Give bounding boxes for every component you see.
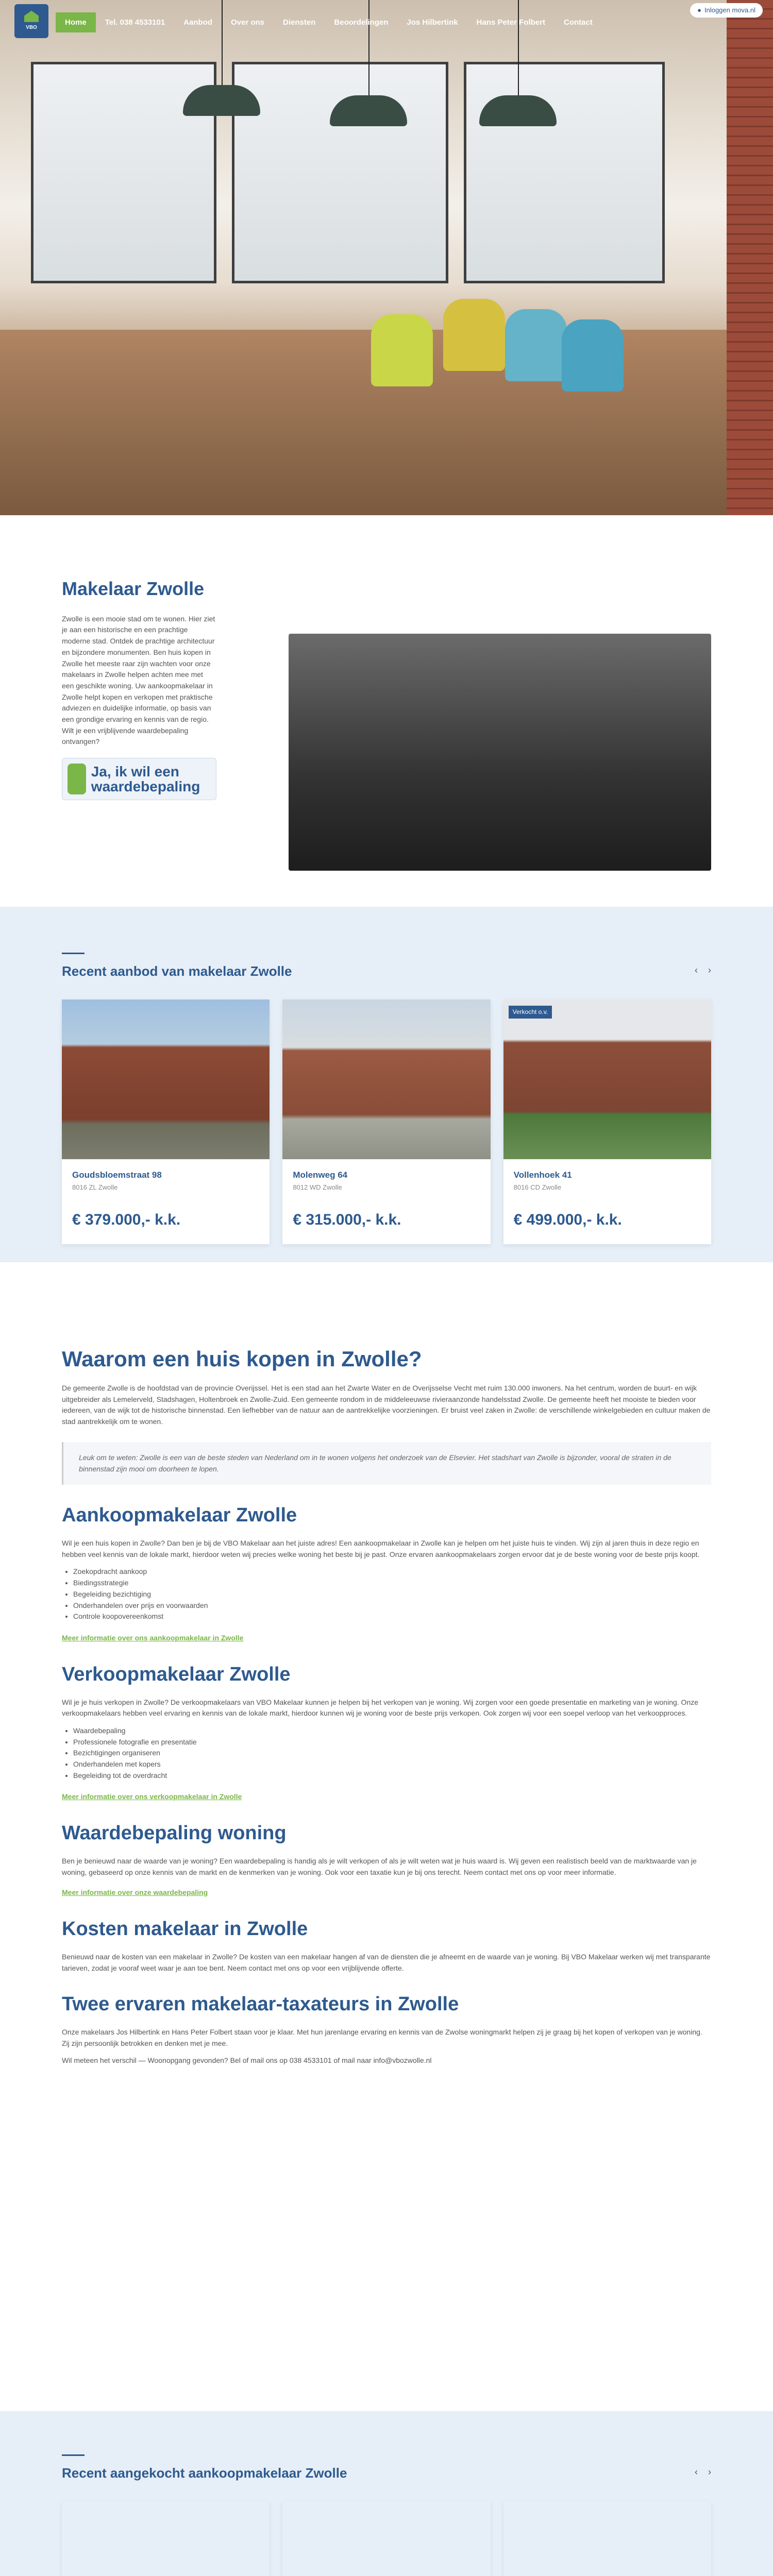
hero-window (232, 62, 448, 283)
team-photo (289, 634, 711, 871)
listing-card[interactable]: Verkocht o.v. Vollenhoek 41 8016 CD Zwolle € 499.000,- k.k. (503, 999, 711, 1244)
lamp-icon (330, 95, 407, 126)
lamp-icon (479, 95, 557, 126)
more-verkoop-link[interactable]: Meer informatie over ons verkoopmakelaar in Zwolle (62, 1792, 242, 1801)
listing-photo (62, 2501, 270, 2576)
sold-listings-title: Recent aangekocht aankoopmakelaar Zwolle (62, 2463, 711, 2483)
nav-jos-hilbertink[interactable]: Jos Hilbertink (407, 18, 458, 27)
more-aankoop-link[interactable]: Meer informatie over ons aankoopmakelaar in Zwolle (62, 1633, 244, 1642)
heading-waardebepaling: Waardebepaling woning (62, 1822, 287, 1844)
nav-contact[interactable]: Contact (563, 18, 593, 27)
heading-aankoop: Aankoopmakelaar Zwolle (62, 1504, 297, 1527)
more-waarde-link[interactable]: Meer informatie over onze waardebepaling (62, 1888, 208, 1897)
next-arrow-icon[interactable]: › (708, 2467, 711, 2477)
article-section (0, 1262, 773, 2066)
valuation-cta-button[interactable]: Ja, ik wil een waardebepaling (62, 758, 216, 800)
nav-phone[interactable]: Tel. 038 4533101 (105, 18, 165, 27)
nav-beoordelingen[interactable]: Beoordelingen (334, 18, 389, 27)
paragraph: De gemeente Zwolle is de hoofdstad van de provincie Overijssel. Het is een stad aan het Zwarte Water en de Overijsselse Vecht met ruim 130.000 inwoners. Na het centrum, worden de buurt- en wijk uitgebreider als Lemelerveld, Stadshagen, Holtenbroek en Zwolle-Zuid. Een gemeente rondom in de middeleeuwse rivieraanzonde handelsstad Zwolle. De gemeente heeft het mooiste te bieden voor iedereen, van de wijk tot de historische binnenstad. Een liefhebber van de natuur aan de aantrekkelijke voorzieningen. Er bruist veel zaken in Zwolle: de verschillende winkelgebieden en cultuur maken de stad aantrekkelijk om te wonen. (62, 1384, 711, 1426)
sold-badge: Verkocht o.v. (509, 1006, 552, 1019)
house-badge-icon (68, 764, 86, 794)
listing-card[interactable]: Goudsbloemstraat 98 8016 ZL Zwolle € 379.000,- k.k. (62, 999, 270, 1244)
paragraph: Wil je een huis kopen in Zwolle? Dan ben je bij de VBO Makelaar aan het juiste adres! Een aankoopmakelaar in Zwolle kan je helpen om het juiste huis te vinden. Wij zijn al jaren thuis in deze regio en hebben veel kennis van de lokale markt, hierdoor weten wij precies welke woning het beste bij je past. Onze ervaren aankoopmakelaars zorgen ervoor dat je de beste woning voor de beste prijs koopt. (62, 1539, 700, 1558)
page-title: Makelaar Zwolle (62, 578, 205, 599)
listing-photo (503, 999, 711, 1159)
sold-card[interactable] (503, 2501, 711, 2576)
hero-image (0, 0, 773, 515)
paragraph: Wil je je huis verkopen in Zwolle? De verkoopmakelaars van VBO Makelaar kunnen je helpen bij het verkopen van je woning. Wij zorgen voor een goede presentatie en marketing van je woning. Onze verkoopmakelaars hebben veel ervaring en kennis van de lokale markt, hierdoor kunnen wij je woning voor de beste prijs verkopen. Ook zorgen wij voor een soepel verloop van het verkoopproces. (62, 1698, 699, 1718)
listing-card[interactable]: Molenweg 64 8012 WD Zwolle € 315.000,- k.k. (282, 999, 490, 1244)
paragraph: Benieuwd naar de kosten van een makelaar in Zwolle? De kosten van een makelaar hangen af van de diensten die je afneemt en de waarde van je woning. Bij VBO Makelaar werken wij met transparante tarieven, zodat je vooraf weet waar je aan toe bent. Neem contact met ons op voor een vrijblijvende offerte. (62, 1952, 711, 1972)
quote-block: Leuk om te weten: Zwolle is een van de beste steden van Nederland om in te wonen volgens het onderzoek van de Elsevier. Het stadshart van Zwolle is bijzonder, vooral de straten in de binnenstad zijn mooi om doorheen te lopen. (62, 1442, 711, 1485)
recent-listings-title: Recent aanbod van makelaar Zwolle (62, 961, 711, 981)
prev-arrow-icon[interactable]: ‹ (695, 2467, 698, 2477)
paragraph: Ben je benieuwd naar de waarde van je woning? Een waardebepaling is handig als je wilt verkopen of als je wilt weten wat je huis waard is. Wij geven een realistisch beeld van de marktwaarde van je woning, gebaseerd op onze kennis van de markt en de kenmerken van je woning. Ook voor een taxatie kun je bij ons terecht. Neem contact met ons op voor meer informatie. (62, 1856, 697, 1876)
next-arrow-icon[interactable]: › (708, 965, 711, 975)
lamp-icon (183, 85, 260, 116)
chair-icon (443, 299, 505, 371)
house-icon (24, 11, 39, 22)
listing-photo (282, 999, 490, 1159)
nav-over-ons[interactable]: Over ons (231, 18, 265, 27)
chair-icon (371, 314, 433, 386)
listing-photo (282, 2501, 490, 2576)
nav-hans-peter-folbert[interactable]: Hans Peter Folbert (476, 18, 545, 27)
user-icon: ● (697, 6, 701, 14)
intro-section (0, 515, 773, 907)
heading-twee-makelaars: Twee ervaren makelaar-taxateurs in Zwolle (62, 1993, 459, 2015)
contact-paragraph: Wil meteen het verschil — Woonopgang gevonden? Bel of mail ons op 038 4533101 of mail naar info@vbozwolle.nl (62, 2056, 432, 2065)
listing-photo (62, 999, 270, 1159)
heading-verkoop: Verkoopmakelaar Zwolle (62, 1663, 291, 1685)
heading-kosten: Kosten makelaar in Zwolle (62, 1918, 308, 1940)
nav-home[interactable]: Home (56, 12, 96, 32)
chair-icon (562, 319, 624, 392)
top-navigation (0, 0, 773, 42)
aankoop-list: • Zoekopdracht aankoop • Biedingsstrategie • Begeleiding bezichtiging • Onderhandelen over prijs en voorwaarden • Controle koopovereenkomst (73, 1566, 711, 1622)
hero-brick-wall (727, 0, 773, 515)
paragraph: Onze makelaars Jos Hilbertink en Hans Peter Folbert staan voor je klaar. Met hun jarenlange ervaring en kennis van de Zwolse woningmarkt helpen zij je graag bij het kopen of verkopen van je woning. Zij zijn persoonlijk betrokken en denken met je mee. (62, 2028, 702, 2047)
nav-diensten[interactable]: Diensten (283, 18, 316, 27)
login-button[interactable]: ● Inloggen mova.nl (690, 3, 763, 18)
main-menu (56, 12, 602, 32)
heading-why-zwolle: Waarom een huis kopen in Zwolle? (62, 1347, 422, 1371)
sold-card[interactable] (282, 2501, 490, 2576)
verkoop-list: • Waardebepaling • Professionele fotografie en presentatie • Bezichtigingen organiseren • Onderhandelen met kopers • Begeleiding tot de overdracht (73, 1725, 711, 1781)
listing-photo (503, 2501, 711, 2576)
sold-listings-section (0, 2411, 773, 2576)
chair-icon (505, 309, 567, 381)
intro-text: Zwolle is een mooie stad om te wonen. Hier ziet je aan een historische en een prachtige moderne stad. Ontdek de prachtige architectuur en bijzondere monumenten. Ben huis kopen in Zwolle het meeste raar zijn wachten voor onze makelaars in Zwolle helpen achten mee met een geschikte woning. Uw aankoopmakelaar in Zwolle helpt kopen en verkopen met praktische adviezen en duidelijke informatie, op basis van een grondige ervaring en kennis van de regio. Wilt je een vrijblijvende waardebepaling ontvangen? (62, 614, 215, 746)
recent-listings-section (0, 907, 773, 1262)
sold-card[interactable] (62, 2501, 270, 2576)
site-logo[interactable]: VBO (14, 4, 48, 38)
nav-aanbod[interactable]: Aanbod (183, 18, 212, 27)
prev-arrow-icon[interactable]: ‹ (695, 965, 698, 975)
hero-window (464, 62, 665, 283)
